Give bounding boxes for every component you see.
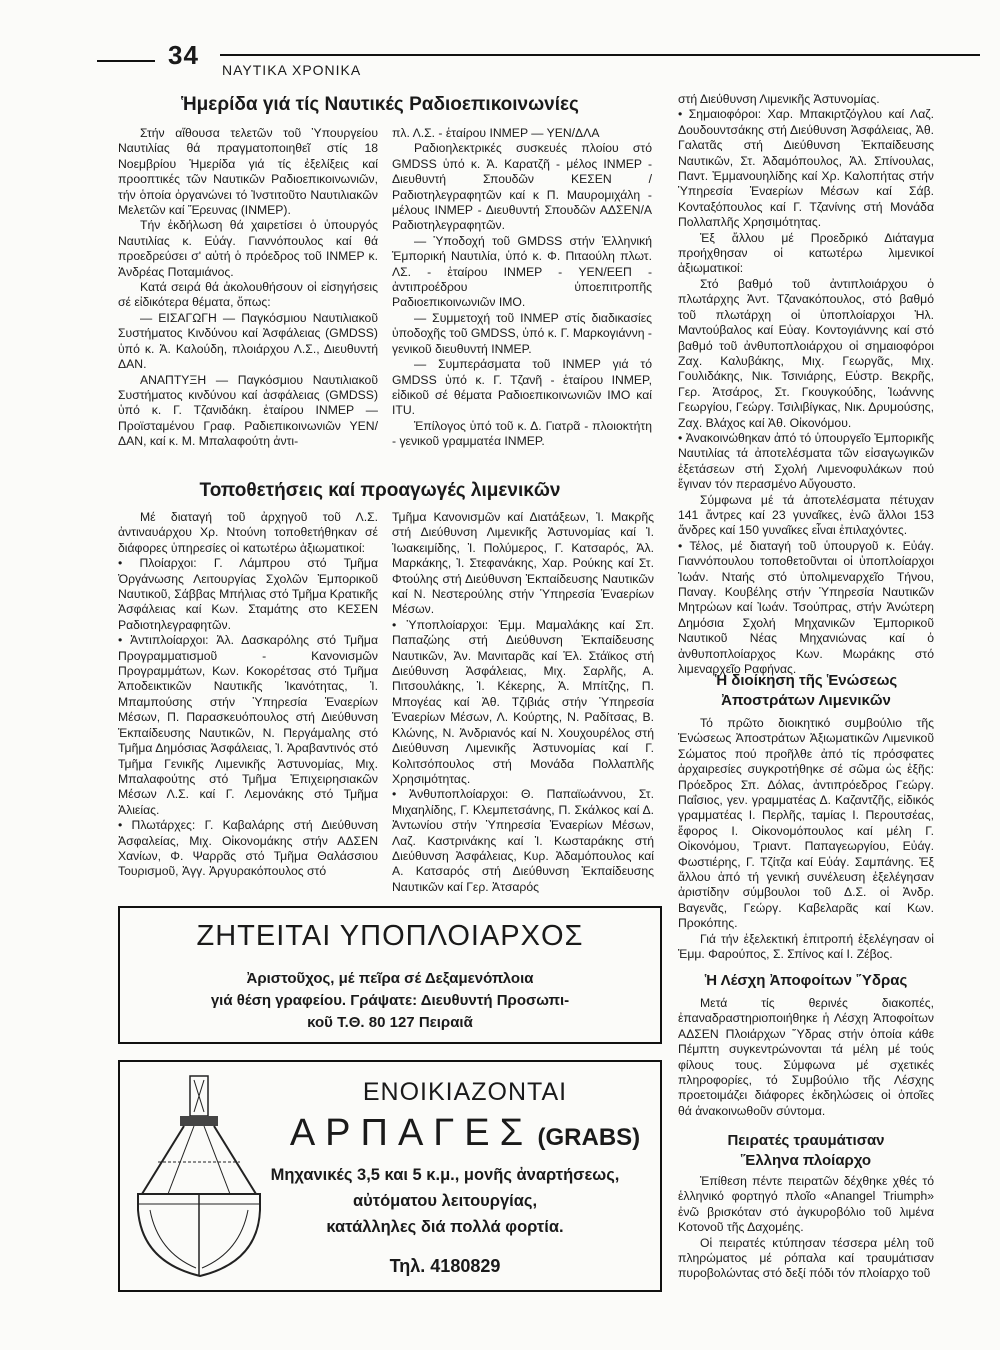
right-col-body1 [678,92,934,677]
grabs-ad-line5: κατάλληλες διά πολλά φορτία. [326,1218,564,1236]
paragraph: Μέ διαταγή τοῦ ἀρχηγοῦ τοῦ Λ.Σ. ἀντιναυάρχου Χρ. Ντούνη τοποθετήθηκαν σέ διάφορες ὑπηρεσίες οἱ κατωτέρω ἀξιωματικοί: [118,510,378,555]
right-col-body2 [678,716,934,963]
paragraph: • Πλωτάρχες: Γ. Καβαλάρης στή Διεύθυνση Ἀσφαλείας, Μιχ. Οἰκονομάκης στήν ΑΔΣΕΝ Χανίων, Φ. Ψαρρᾶς στό Τμῆμα Θαλάσσιου Τουρισμοῦ, Ἀγγ. Ἀργυρακόπουλος στό [118,818,378,879]
paragraph: • Πλοίαρχοι: Γ. Λάμπρου στό Τμῆμα Ὀργάνωσης Λειτουργίας Σχολῶν Ἐμπορικοῦ Ναυτικοῦ, Σάββας Μπήλιας στό Τμῆμα Κρατικῆς Ἀσφάλειας καί Κων. Σταμάτης στο ΚΕΣΕΝ Ραδιοτηλεγραφητῶν. [118,556,379,632]
paragraph: ΑΝΑΠΤΥΞΗ — Παγκόσμιου Ναυτιλιακοῦ Συστήματος κινδύνου καί ἀσφάλειας (GMDSS) ὑπό κ. Γ. Τζανιδάκη. ἑταίρου ΙΝΜΕΡ — Προϊσταμένου Γραφ. Ραδιεπικοινωνιῶν ΥΕΝ/ΔΑΝ, καί κ. Μ. Μπαλαφούτη ἀντι- [118,372,378,449]
grabs-ad-line3: Μηχανικές 3,5 και 5 κ.μ., μονῆς ἀναρτήσεως, [270,1166,620,1184]
pirates-title-line1: Πειρατές τραυμάτισαν [727,1132,885,1149]
paragraph: Τμῆμα Κανονισμῶν καί Διατάξεων, Ἰ. Μακρῆς στή Διεύθυνση Λιμενικῆς Ἀστυνομίας καί Ἰ. Ἰωακειμίδης, Ἰ. Πολύμερος, Γ. Κατσαρός, Ἀλ. Μαρκάκης, Ἰ. Στεφανάκης, Χαρ. Ρούκης καί Στ. Φτούλης στή Διεύθυνση Ἐκπαίδευσης Ναυτικῶν καί Ν. Νεστερούλης στήν Ὑπηρεσία Ἐναερίων Μέσων. [392,510,654,617]
paragraph: Ραδιοηλεκτρικές συσκευές πλοίου στό GMDSS ὑπό κ. Ἀ. Καρατζῆ - μέλος INMEP - Διευθυντή Σπουδῶν ΚΕΣΕΝ / Ραδιοτηλεγραφητῶν καί κ Π. Μαυρομιχάλη - μέλους ΙΝΜΕΡ - Διευθυντή Σπουδῶν ΑΔΣΕΝ/Α Ραδιοτηλεγραφητῶν. [392,141,652,233]
paragraph: Κατά σειρά θά ἀκολουθήσουν οἱ εἰσηγήσεις σέ εἰδικότερα θέματα, ὅπως: [118,280,378,310]
paragraph: — Ὑποδοχή τοῦ GMDSS στήν Ἑλληνική Ἐμπορική Ναυτιλία, ὑπό κ. Φ. Πιταούλη πλωτ. ΛΣ. - ἑταίρου INMEP - ΥΕΝ/ΕΕΠ - ἀντιπροέδρου ὑποεπιτροπῆς Ραδιοεπικοινωνιῶν ΙΜΟ. [392,233,652,310]
grabs-ad-title-latin: (GRABS) [537,1124,641,1151]
pirates-title-line2: Ἕλληνα πλοίαρχο [740,1152,872,1169]
job-ad-line2: γιά θέση γραφείου. Γράψατε: Διευθυντή Προσωπι- [210,992,570,1009]
paragraph: πλ. Λ.Σ. - ἑταίρου ΙΝΜΕΡ — ΥΕΝ/ΔΛΑ [392,126,600,140]
job-ad-line3: κοῦ Τ.Θ. 80 127 Πειραιᾶ [307,1014,473,1031]
article1-title: Ἡμερίδα γιά τίς Ναυτικές Ραδιοεπικοινωνίες [181,94,579,115]
paragraph: • Ἀνθυποπλοίαρχοι: Θ. Παπαϊωάννου, Στ. Μιχαηλίδης, Γ. Κλεμπετσάνης, Π. Σκάλκος καί Δ. Ἀντωνίου στήν Ὑπηρεσία Ἐναερίων Μέσων, Λαζ. Καστρινάκης καί Ἰ. Κωσταράκης στή Διεύθυνση Ἀσφάλειας, Κυρ. Ἀδαμόπουλος καί Α. Κατσαρός στή Διεύθυνση Ἐκπαίδευσης Ναυτικῶν καί Γερ. Ἀτσαρός [392,787,654,894]
article1-col2 [392,126,652,450]
paragraph: • Ἀντιπλοίαρχοι: Ἀλ. Δασκαρόλης στό Τμῆμα Προγραμματισμοῦ - Κανονισμῶν Προγραμμάτων, Κων. Κοκορέτσας στό Τμῆμα Ἀποδεικτικῶν Ναυτικῆς Ἰκανότητας, Ἰ. Μπαμπούσης στήν Ὑπηρεσία Ἐναερίων Μέσων, Π. Παρασκευόπουλος στή Διεύθυνση Ἐκπαίδευσης Ναυτικῶν, Ν. Περγάμαλης στό Τμῆμα Δημόσιας Ἀσφάλειας, Ἰ. Ἀραβαντινός στό Τμῆμα Γενικῆς Λιμενικῆς Ἀστυνομίας, Μιχ. Μπαλαφούτης στό Τμῆμα Ἐπιχειρησιακῶν Μέσων Λ.Σ. καί Γ. Λεμονάκης στό Τμῆμα Ἁλιείας. [118,633,378,817]
article2-col1 [118,510,378,880]
paragraph: • Τέλος, μέ διαταγή τοῦ ὑπουργοῦ κ. Εὐάγ. Γιαννόπουλου τοποθετοῦνται οἱ ὑποπλοίαρχοι Ἰωάν. Νταής στό ὑπολιμεναρχεῖο Τήνου, Παναγ. Κουβέλης στήν Ὑπηρεσία Ναυτικῶν Μητρώων καί Ἰωάν. Τσούπρας, στήν Ἀνώτερη Δημόσια Σχολή Μηχανικῶν Ἐμπορικοῦ Ναυτικοῦ Νέας Μηχανιώνας καί ὁ ἀνθυποπλοίαρχος Κων. Μωράκης στό λιμεναρχεῖο Ραφήνας. [678,538,934,677]
paragraph: Μετά τίς θερινές διακοπές, ἐπαναδραστηριοποιήθηκε ἡ Λέσχη Ἀποφοίτων ΑΔΣΕΝ Πλοιάρχων Ὕδρας στήν ὁποία κάθε Πέμπτη συγκεντρώνονται τά μέλη μέ τούς φίλους τους. Σύμφωνα μέ σχετικές πληροφορίες, τό Συμβούλιο τῆς Λέσχης προετοιμάζει διάφορες ἐκδηλώσεις οἱ ὁποῖες θά ἀνακοινωθοῦν σύντομα. [678,996,934,1118]
paragraph: Στό βαθμό τοῦ ἀντιπλοιάρχου ὁ πλωτάρχης Ἀντ. Τζανακόπουλος, στό βαθμό τοῦ πλωτάρχη οἱ ὑποπλοίαρχοι Ἠλ. Μαντούβαλος καί Εὐαγ. Κοντογιάννης καί στό βαθμό τοῦ ἀνθυποπλοιάρχου οἱ σημαιοφόροι Ζαχ. Καλυβάκης, Μιχ. Γεωργᾶς, Μιχ. Γουλιδάκης, Νικ. Τσινιάρης, Εὐστρ. Βεκρῆς, Γερ. Ἀτσάρος, Στ. Γκουγκούδης, Ἰωάννης Γεωργίου, Γεώργ. Τσιλιβίγκας, Νικ. Δρυμούσης, Ζαχ. Βλάχος καί Ἀθ. Οἰκονόμου. [678,276,934,430]
grabs-ad-line2 [270,1112,660,1155]
grabs-ad-line1: ΕΝΟΙΚΙΑΖΟΝΤΑΙ [362,1078,568,1106]
union-title-line1: Ἡ διοίκηση τῆς Ἑνώσεως [714,672,898,689]
article2-col2 [392,510,654,895]
grabs-ad-phone: Τηλ. 4180829 [389,1256,501,1276]
paragraph: Στήν αἴθουσα τελετῶν τοῦ Ὑπουργείου Ναυτιλίας θά πραγματοποιηθεῖ στίς 18 Νοεμβρίου Ἡμερίδα γιά τίς ἐξελίξεις καί προοπτικές τῶν Ναυτικῶν Ραδιοεπικοινωνιῶν, τήν ὁποία ὀργανώνει τό Ἰνστιτοῦτο Ναυτιλιακῶν Μελετῶν καί Ἔρευνας (INMEP). [118,126,378,218]
paragraph: — Συμπεράσματα τοῦ ΙΝΜΕΡ γιά τό GMDSS ὑπό κ. Γ. Τζανῆ - ἑταίρου INMEP, εἰδικοῦ σέ θέματα Ραδιοεπικοινωνιῶν ΙΜΟ καί ITU. [392,357,652,418]
paragraph: Τήν ἐκδήλωση θά χαιρετίσει ὁ ὑπουργός Ναυτιλίας κ. Εὐάγ. Γιαννόπουλος καί θά προεδρεύσει σ' αὐτή ὁ πρόεδρος τοῦ INMEP κ. Ἀνδρέας Ποταμιάνος. [118,218,378,279]
page-number: 34 [168,40,199,70]
paragraph: Οἱ πειρατές κτύπησαν τέσσερα μέλη τοῦ πληρώματος μέ ρόπαλα καί τραυμάτισαν πυροβολώντας στό δεξί πόδι τόν πλοίαρχο τοῦ [678,1235,934,1281]
union-title-line2: Ἀποστράτων Λιμενικῶν [721,692,891,709]
right-col-body3 [678,996,934,1119]
grabs-ad-title-greek: ΑΡΠΑΓΕΣ [289,1112,534,1154]
publication-name: ΝΑΥΤΙΚΑ ΧΡΟΝΙΚΑ [222,62,362,78]
paragraph: — Συμμετοχή τοῦ INMEP στίς διαδικασίες ὑποδοχῆς τοῦ GMDSS, ὑπό κ. Γ. Μαρκογιάννη - γενικοῦ διευθυντή INMEP. [392,310,652,356]
paragraph: • Ἀνακοινώθηκαν ἀπό τό ὑπουργεῖο Ἐμπορικῆς Ναυτιλίας τά ἀποτελέσματα τῶν εἰσαγωγικῶν ἐξετάσεων στή Σχολή Λιμενοφυλάκων πού ἔγιναν τόν περασμένο Αὔγουστο. [678,430,935,492]
club-title: Ἡ Λέσχη Ἀποφοίτων Ὕδρας [704,972,908,989]
paragraph: Σύμφωνα μέ τά ἀποτελέσματα πέτυχαν 141 ἄντρες καί 23 γυναῖκες, ἐνῶ ἄλλοι 153 ἄνδρες καί 150 γυναῖκες εἶναι ἐπιλαχόντες. [678,492,934,538]
job-ad-headline: ΖΗΤΕΙΤΑΙ ΥΠΟΠΛΟΙΑΡΧΟΣ [196,920,584,952]
paragraph: Τό πρῶτο διοικητικό συμβούλιο τῆς Ἑνώσεως Ἀποστράτων Ἀξιωματικῶν Λιμενικοῦ Σώματος πού προῆλθε ἀπό τίς πρόσφατες ἀρχαιρεσίες συγκροτήθηκε σέ σῶμα ὡς ἑξῆς: Πρόεδρος Σπ. Δόλας, ἀντιπρόεδρος Γεώργ. Παΐσιος, γεν. γραμματέας Δ. Καζαντζῆς, εἰδικός γραμματέας Ι. Περλῆς, ταμίας Ι. Περουτσέας, ἔφορος Ι. Οἰκονομόπουλος καί μέλη Γ. Οἰκονόμου, Τριαντ. Παπαγεωργίου, Εὐάγ. Φωστιέρης, Γ. Τζίτζα καί Εὐάγ. Σαμπάνης. Ἐξ ἄλλου ἀπό τή γενική συνέλευση ἐξελέγησαν ἀριστίδην σύμβουλοι τοῦ Δ.Σ. οἱ Ἀνδρ. Βαγενᾶς, Γεώργ. Καβελαρᾶς καί Κων. Προκόπης. [678,716,934,931]
grabs-ad-line4: αὐτόματου λειτουργίας, [352,1192,538,1210]
paragraph: — ΕΙΣΑΓΩΓΗ — Παγκόσμιου Ναυτιλιακοῦ Συστήματος Κινδύνου καί Ἀσφάλειας (GMDSS) ὑπό κ. Ἀ. Καλούδη, πλοιάρχου Λ.Σ., Διευθυντή ΔΑΝ. [118,310,378,372]
paragraph: Ἐξ ἄλλου μέ Προεδρικό Διάταγμα προήχθησαν οἱ κατωτέρω λιμενικοί ἀξιωματικοί: [678,230,934,276]
header-rule-right [220,54,980,56]
paragraph: • Ὑποπλοίαρχοι: Ἐμμ. Μαμαλάκης καί Σπ. Παπαζώης στή Διεύθυνση Ἐκπαίδευσης Ναυτικῶν, Ἀν. Μανιταρᾶς καί Ἑλ. Στάϊκος στή Διεύθυνση Ἀσφάλειας, Μιχ. Σαρλῆς, Α. Πιτσουλάκης, Ἰ. Κέκερης, Ἀ. Μπίτζης, Π. Μπογέας καί Ἀθ. Τζιβιάς στήν Ὑπηρεσία Ἐναερίων Μέσων, Λ. Κούρτης, Ν. Ραδίτσας, Β. Κλώνης, Ν. Ἀνδριανός καί Ν. Χουχουρέλος στή Διεύθυνση Λιμενικῆς Ἀστυνομίας καί Γ. Κολιτσόπουλος στή Μονάδα Πολλαπλῆς Χρησιμότητας. [392,617,654,786]
job-ad-box [118,906,662,1044]
right-col-body4 [678,1174,934,1282]
header-rule-left [97,60,155,62]
paragraph: • Σημαιοφόροι: Χαρ. Μπακιρτζόγλου καί Λαζ. Δουδουντσάκης στή Διεύθυνση Ἀσφάλειας, Ἀθ. Γαλατᾶς στή Διεύθυνση Ἐκπαίδευσης Ναυτικῶν, Στ. Ἀδαμόπουλος, Ἀλ. Σπίνουλας, Παντ. Ἐμμανουηλίδης καί Χρ. Καλοπήτας στήν Ὑπηρεσία Ἐναερίων Μέσων καί Σάβ. Κονταξόπουλος καί Γ. Τζανίνης στή Μονάδα Πολλαπλῆς Χρησιμότητας. [678,107,934,230]
article2-title: Τοποθετήσεις καί προαγωγές λιμενικῶν [199,480,561,501]
paragraph: Ἐπίθεση πέντε πειρατῶν δέχθηκε χθές τό ἑλληνικό φορτηγό πλοῖο «Anangel Triumph» ἐνῶ βρισκόταν στό ἀγκυροβόλιο τοῦ λιμένα Κοτονοῦ τῆς Δαχομέης. [678,1174,934,1235]
paragraph: στή Διεύθυνση Λιμενικῆς Ἀστυνομίας. [678,92,880,106]
paragraph: Ἐπίλογος ὑπό τοῦ κ. Δ. Γιατρᾶ - πλοιοκτήτη - γενικοῦ γραμματέα INMEP. [392,418,652,449]
job-ad-line1: Ἀριστοῦχος, μέ πεῖρα σέ Δεξαμενόπλοια [246,970,534,987]
article1-col1 [118,126,378,450]
paragraph: Γιά τήν ἐξελεκτική ἐπιτροπή ἐξελέγησαν οἱ Ἐμμ. Φαρούπος, Σ. Σπίνος καί Ι. Ζέβος. [678,931,934,962]
grabs-ad-box [118,1060,662,1292]
